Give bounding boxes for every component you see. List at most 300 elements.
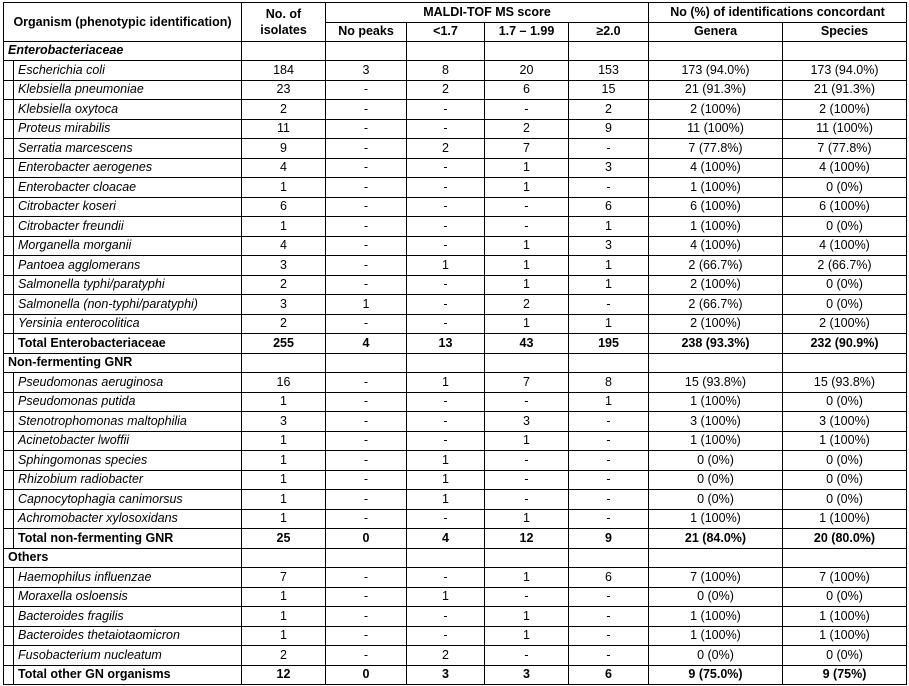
table-row	[4, 607, 907, 627]
lt17-cell: -	[407, 295, 485, 315]
genera-cell: 1 (100%)	[649, 431, 783, 451]
lt17-cell: 2	[407, 139, 485, 159]
ge20-cell: -	[569, 178, 649, 198]
empty-cell	[649, 548, 783, 568]
mid-cell: 1	[485, 178, 569, 198]
lt17-cell: -	[407, 412, 485, 432]
table-row	[4, 373, 907, 393]
section-title: Enterobacteriaceae	[4, 41, 242, 61]
table-row	[4, 412, 907, 432]
isolates-cell: 1	[242, 217, 326, 237]
no-peaks-cell: -	[326, 80, 407, 100]
lt17-cell: -	[407, 509, 485, 529]
total-isolates-cell: 25	[242, 529, 326, 549]
table-row	[4, 158, 907, 178]
section-title: Others	[4, 548, 242, 568]
indent-cell	[4, 470, 14, 490]
empty-cell	[407, 353, 485, 373]
isolates-cell: 1	[242, 431, 326, 451]
organism-cell: Klebsiella oxytoca	[14, 100, 242, 120]
genera-cell: 1 (100%)	[649, 392, 783, 412]
indent-cell	[4, 490, 14, 510]
genera-cell: 0 (0%)	[649, 646, 783, 666]
total-ge20-cell: 9	[569, 529, 649, 549]
mid-cell: 1	[485, 158, 569, 178]
lt17-cell: -	[407, 178, 485, 198]
total-isolates-cell: 255	[242, 334, 326, 354]
table-row	[4, 178, 907, 198]
lt17-cell: 1	[407, 587, 485, 607]
no-peaks-cell: -	[326, 490, 407, 510]
indent-cell	[4, 334, 14, 354]
species-cell: 0 (0%)	[783, 295, 907, 315]
isolates-cell: 4	[242, 158, 326, 178]
indent-cell	[4, 139, 14, 159]
genera-cell: 6 (100%)	[649, 197, 783, 217]
organism-cell: Citrobacter koseri	[14, 197, 242, 217]
indent-cell	[4, 178, 14, 198]
mid-cell: -	[485, 217, 569, 237]
genera-cell: 7 (100%)	[649, 568, 783, 588]
species-cell: 1 (100%)	[783, 607, 907, 627]
indent-cell	[4, 509, 14, 529]
total-ge20-cell: 195	[569, 334, 649, 354]
lt17-cell: 1	[407, 256, 485, 276]
isolates-cell: 1	[242, 392, 326, 412]
total-genera-cell: 238 (93.3%)	[649, 334, 783, 354]
isolates-cell: 1	[242, 451, 326, 471]
indent-cell	[4, 646, 14, 666]
isolates-cell: 1	[242, 470, 326, 490]
no-peaks-cell: 1	[326, 295, 407, 315]
genera-cell: 2 (100%)	[649, 314, 783, 334]
ge20-cell: -	[569, 470, 649, 490]
isolates-cell: 2	[242, 646, 326, 666]
empty-cell	[569, 548, 649, 568]
lt17-cell: -	[407, 236, 485, 256]
indent-cell	[4, 295, 14, 315]
table-body	[4, 41, 907, 685]
species-cell: 7 (77.8%)	[783, 139, 907, 159]
isolates-cell: 1	[242, 178, 326, 198]
no-peaks-cell: -	[326, 178, 407, 198]
indent-cell	[4, 119, 14, 139]
no-peaks-cell: -	[326, 646, 407, 666]
total-genera-cell: 21 (84.0%)	[649, 529, 783, 549]
section-row	[4, 353, 907, 373]
header-maldi-score: MALDI-TOF MS score	[326, 3, 649, 23]
organism-cell: Stenotrophomonas maltophilia	[14, 412, 242, 432]
organism-cell: Proteus mirabilis	[14, 119, 242, 139]
lt17-cell: 1	[407, 451, 485, 471]
mid-cell: 2	[485, 119, 569, 139]
lt17-cell: -	[407, 314, 485, 334]
no-peaks-cell: -	[326, 217, 407, 237]
mid-cell: -	[485, 490, 569, 510]
lt17-cell: -	[407, 217, 485, 237]
mid-cell: 1	[485, 568, 569, 588]
isolates-cell: 1	[242, 587, 326, 607]
indent-cell	[4, 80, 14, 100]
total-label: Total other GN organisms	[14, 665, 242, 685]
no-peaks-cell: -	[326, 626, 407, 646]
no-peaks-cell: -	[326, 314, 407, 334]
indent-cell	[4, 236, 14, 256]
empty-cell	[783, 353, 907, 373]
mid-cell: 20	[485, 61, 569, 81]
organism-cell: Bacteroides fragilis	[14, 607, 242, 627]
ge20-cell: 1	[569, 256, 649, 276]
ge20-cell: 6	[569, 568, 649, 588]
total-mid-cell: 3	[485, 665, 569, 685]
lt17-cell: -	[407, 119, 485, 139]
mid-cell: 2	[485, 295, 569, 315]
lt17-cell: -	[407, 197, 485, 217]
species-cell: 0 (0%)	[783, 217, 907, 237]
empty-cell	[783, 41, 907, 61]
genera-cell: 0 (0%)	[649, 587, 783, 607]
genera-cell: 2 (100%)	[649, 100, 783, 120]
ge20-cell: 3	[569, 158, 649, 178]
mid-cell: -	[485, 587, 569, 607]
table-row	[4, 256, 907, 276]
isolates-cell: 4	[242, 236, 326, 256]
mid-cell: 1	[485, 509, 569, 529]
organism-cell: Morganella morganii	[14, 236, 242, 256]
ge20-cell: -	[569, 412, 649, 432]
isolates-cell: 1	[242, 509, 326, 529]
genera-cell: 1 (100%)	[649, 626, 783, 646]
genera-cell: 2 (66.7%)	[649, 256, 783, 276]
ge20-cell: 1	[569, 275, 649, 295]
species-cell: 0 (0%)	[783, 451, 907, 471]
no-peaks-cell: -	[326, 607, 407, 627]
header-no-peaks: No peaks	[326, 22, 407, 41]
species-cell: 4 (100%)	[783, 158, 907, 178]
species-cell: 3 (100%)	[783, 412, 907, 432]
species-cell: 173 (94.0%)	[783, 61, 907, 81]
indent-cell	[4, 431, 14, 451]
no-peaks-cell: -	[326, 392, 407, 412]
indent-cell	[4, 217, 14, 237]
mid-cell: 1	[485, 236, 569, 256]
indent-cell	[4, 529, 14, 549]
indent-cell	[4, 451, 14, 471]
organism-cell: Moraxella osloensis	[14, 587, 242, 607]
no-peaks-cell: -	[326, 568, 407, 588]
species-cell: 11 (100%)	[783, 119, 907, 139]
isolates-cell: 2	[242, 100, 326, 120]
indent-cell	[4, 626, 14, 646]
indent-cell	[4, 568, 14, 588]
indent-cell	[4, 392, 14, 412]
ge20-cell: 153	[569, 61, 649, 81]
mid-cell: 1	[485, 256, 569, 276]
genera-cell: 11 (100%)	[649, 119, 783, 139]
genera-cell: 1 (100%)	[649, 217, 783, 237]
isolates-cell: 7	[242, 568, 326, 588]
organism-cell: Serratia marcescens	[14, 139, 242, 159]
header-mid: 1.7 – 1.99	[485, 22, 569, 41]
genera-cell: 3 (100%)	[649, 412, 783, 432]
ge20-cell: -	[569, 587, 649, 607]
table-row	[4, 119, 907, 139]
lt17-cell: -	[407, 568, 485, 588]
organism-cell: Escherichia coli	[14, 61, 242, 81]
lt17-cell: -	[407, 392, 485, 412]
ge20-cell: -	[569, 509, 649, 529]
genera-cell: 2 (100%)	[649, 275, 783, 295]
empty-cell	[407, 548, 485, 568]
header-genera: Genera	[649, 22, 783, 41]
mid-cell: -	[485, 451, 569, 471]
mid-cell: 1	[485, 275, 569, 295]
total-row	[4, 665, 907, 685]
section-row	[4, 41, 907, 61]
total-lt17-cell: 3	[407, 665, 485, 685]
indent-cell	[4, 373, 14, 393]
no-peaks-cell: -	[326, 256, 407, 276]
table-row	[4, 392, 907, 412]
organism-cell: Haemophilus influenzae	[14, 568, 242, 588]
section-row	[4, 548, 907, 568]
genera-cell: 2 (66.7%)	[649, 295, 783, 315]
total-no-peaks-cell: 0	[326, 665, 407, 685]
species-cell: 0 (0%)	[783, 178, 907, 198]
species-cell: 21 (91.3%)	[783, 80, 907, 100]
table-row	[4, 587, 907, 607]
table-row	[4, 490, 907, 510]
genera-cell: 1 (100%)	[649, 509, 783, 529]
mid-cell: 3	[485, 412, 569, 432]
species-cell: 7 (100%)	[783, 568, 907, 588]
total-species-cell: 232 (90.9%)	[783, 334, 907, 354]
total-mid-cell: 43	[485, 334, 569, 354]
species-cell: 2 (100%)	[783, 314, 907, 334]
header-isolates: No. of isolates	[242, 3, 326, 42]
total-isolates-cell: 12	[242, 665, 326, 685]
mid-cell: 1	[485, 626, 569, 646]
section-title: Non-fermenting GNR	[4, 353, 242, 373]
header-ge20: ≥2.0	[569, 22, 649, 41]
ge20-cell: -	[569, 451, 649, 471]
table-row	[4, 100, 907, 120]
indent-cell	[4, 61, 14, 81]
species-cell: 0 (0%)	[783, 490, 907, 510]
genera-cell: 7 (77.8%)	[649, 139, 783, 159]
isolates-cell: 23	[242, 80, 326, 100]
no-peaks-cell: -	[326, 100, 407, 120]
ge20-cell: 1	[569, 217, 649, 237]
lt17-cell: 1	[407, 470, 485, 490]
mid-cell: 1	[485, 607, 569, 627]
genera-cell: 0 (0%)	[649, 490, 783, 510]
no-peaks-cell: -	[326, 373, 407, 393]
lt17-cell: -	[407, 607, 485, 627]
ge20-cell: -	[569, 295, 649, 315]
ge20-cell: 6	[569, 197, 649, 217]
total-mid-cell: 12	[485, 529, 569, 549]
isolates-cell: 16	[242, 373, 326, 393]
species-cell: 1 (100%)	[783, 431, 907, 451]
indent-cell	[4, 314, 14, 334]
header-species: Species	[783, 22, 907, 41]
organism-cell: Yersinia enterocolitica	[14, 314, 242, 334]
total-row	[4, 529, 907, 549]
isolates-cell: 6	[242, 197, 326, 217]
isolates-cell: 1	[242, 607, 326, 627]
empty-cell	[326, 548, 407, 568]
indent-cell	[4, 275, 14, 295]
isolates-cell: 2	[242, 275, 326, 295]
no-peaks-cell: -	[326, 412, 407, 432]
organism-cell: Bacteroides thetaiotaomicron	[14, 626, 242, 646]
total-label: Total non-fermenting GNR	[14, 529, 242, 549]
total-lt17-cell: 4	[407, 529, 485, 549]
species-cell: 0 (0%)	[783, 275, 907, 295]
empty-cell	[649, 353, 783, 373]
header-organism: Organism (phenotypic identification)	[4, 3, 242, 42]
empty-cell	[407, 41, 485, 61]
organism-cell: Salmonella (non-typhi/paratyphi)	[14, 295, 242, 315]
total-lt17-cell: 13	[407, 334, 485, 354]
genera-cell: 173 (94.0%)	[649, 61, 783, 81]
no-peaks-cell: -	[326, 451, 407, 471]
empty-cell	[242, 41, 326, 61]
indent-cell	[4, 158, 14, 178]
genera-cell: 15 (93.8%)	[649, 373, 783, 393]
species-cell: 0 (0%)	[783, 646, 907, 666]
total-label: Total Enterobacteriaceae	[14, 334, 242, 354]
no-peaks-cell: -	[326, 139, 407, 159]
isolates-cell: 11	[242, 119, 326, 139]
no-peaks-cell: -	[326, 197, 407, 217]
table-row	[4, 295, 907, 315]
mid-cell: 1	[485, 314, 569, 334]
organism-cell: Salmonella typhi/paratyphi	[14, 275, 242, 295]
no-peaks-cell: -	[326, 470, 407, 490]
organism-cell: Achromobacter xylosoxidans	[14, 509, 242, 529]
genera-cell: 4 (100%)	[649, 236, 783, 256]
total-genera-cell: 9 (75.0%)	[649, 665, 783, 685]
isolates-cell: 9	[242, 139, 326, 159]
indent-cell	[4, 197, 14, 217]
no-peaks-cell: -	[326, 587, 407, 607]
mid-cell: -	[485, 470, 569, 490]
mid-cell: -	[485, 392, 569, 412]
species-cell: 2 (100%)	[783, 100, 907, 120]
ge20-cell: 2	[569, 100, 649, 120]
empty-cell	[783, 548, 907, 568]
ge20-cell: 1	[569, 314, 649, 334]
total-no-peaks-cell: 4	[326, 334, 407, 354]
no-peaks-cell: -	[326, 158, 407, 178]
empty-cell	[485, 41, 569, 61]
species-cell: 1 (100%)	[783, 509, 907, 529]
species-cell: 0 (0%)	[783, 470, 907, 490]
indent-cell	[4, 412, 14, 432]
organism-cell: Enterobacter cloacae	[14, 178, 242, 198]
organism-cell: Klebsiella pneumoniae	[14, 80, 242, 100]
table-row	[4, 275, 907, 295]
table-row	[4, 61, 907, 81]
empty-cell	[569, 353, 649, 373]
empty-cell	[485, 353, 569, 373]
mid-cell: -	[485, 100, 569, 120]
lt17-cell: -	[407, 275, 485, 295]
indent-cell	[4, 665, 14, 685]
table-row	[4, 139, 907, 159]
isolates-cell: 3	[242, 412, 326, 432]
ge20-cell: -	[569, 139, 649, 159]
total-ge20-cell: 6	[569, 665, 649, 685]
organism-cell: Pantoea agglomerans	[14, 256, 242, 276]
species-cell: 2 (66.7%)	[783, 256, 907, 276]
no-peaks-cell: -	[326, 275, 407, 295]
isolates-cell: 1	[242, 490, 326, 510]
no-peaks-cell: -	[326, 119, 407, 139]
lt17-cell: 2	[407, 646, 485, 666]
table-row	[4, 509, 907, 529]
lt17-cell: -	[407, 158, 485, 178]
table-row	[4, 451, 907, 471]
species-cell: 4 (100%)	[783, 236, 907, 256]
genera-cell: 4 (100%)	[649, 158, 783, 178]
isolates-cell: 184	[242, 61, 326, 81]
table-row	[4, 197, 907, 217]
results-table	[3, 2, 907, 685]
empty-cell	[485, 548, 569, 568]
mid-cell: -	[485, 646, 569, 666]
mid-cell: 6	[485, 80, 569, 100]
isolates-cell: 3	[242, 256, 326, 276]
no-peaks-cell: -	[326, 236, 407, 256]
organism-cell: Pseudomonas aeruginosa	[14, 373, 242, 393]
total-species-cell: 20 (80.0%)	[783, 529, 907, 549]
total-row	[4, 334, 907, 354]
table-row	[4, 236, 907, 256]
empty-cell	[242, 548, 326, 568]
isolates-cell: 2	[242, 314, 326, 334]
species-cell: 0 (0%)	[783, 392, 907, 412]
empty-cell	[649, 41, 783, 61]
mid-cell: 1	[485, 431, 569, 451]
ge20-cell: -	[569, 431, 649, 451]
lt17-cell: -	[407, 626, 485, 646]
empty-cell	[326, 41, 407, 61]
indent-cell	[4, 100, 14, 120]
organism-cell: Pseudomonas putida	[14, 392, 242, 412]
ge20-cell: -	[569, 490, 649, 510]
organism-cell: Capnocytophagia canimorsus	[14, 490, 242, 510]
organism-cell: Rhizobium radiobacter	[14, 470, 242, 490]
species-cell: 6 (100%)	[783, 197, 907, 217]
table-row	[4, 470, 907, 490]
ge20-cell: 3	[569, 236, 649, 256]
mid-cell: -	[485, 197, 569, 217]
table-row	[4, 80, 907, 100]
no-peaks-cell: -	[326, 509, 407, 529]
table-row	[4, 431, 907, 451]
lt17-cell: 1	[407, 373, 485, 393]
empty-cell	[242, 353, 326, 373]
organism-cell: Sphingomonas species	[14, 451, 242, 471]
isolates-cell: 1	[242, 626, 326, 646]
empty-cell	[326, 353, 407, 373]
organism-cell: Fusobacterium nucleatum	[14, 646, 242, 666]
lt17-cell: 2	[407, 80, 485, 100]
ge20-cell: 1	[569, 392, 649, 412]
